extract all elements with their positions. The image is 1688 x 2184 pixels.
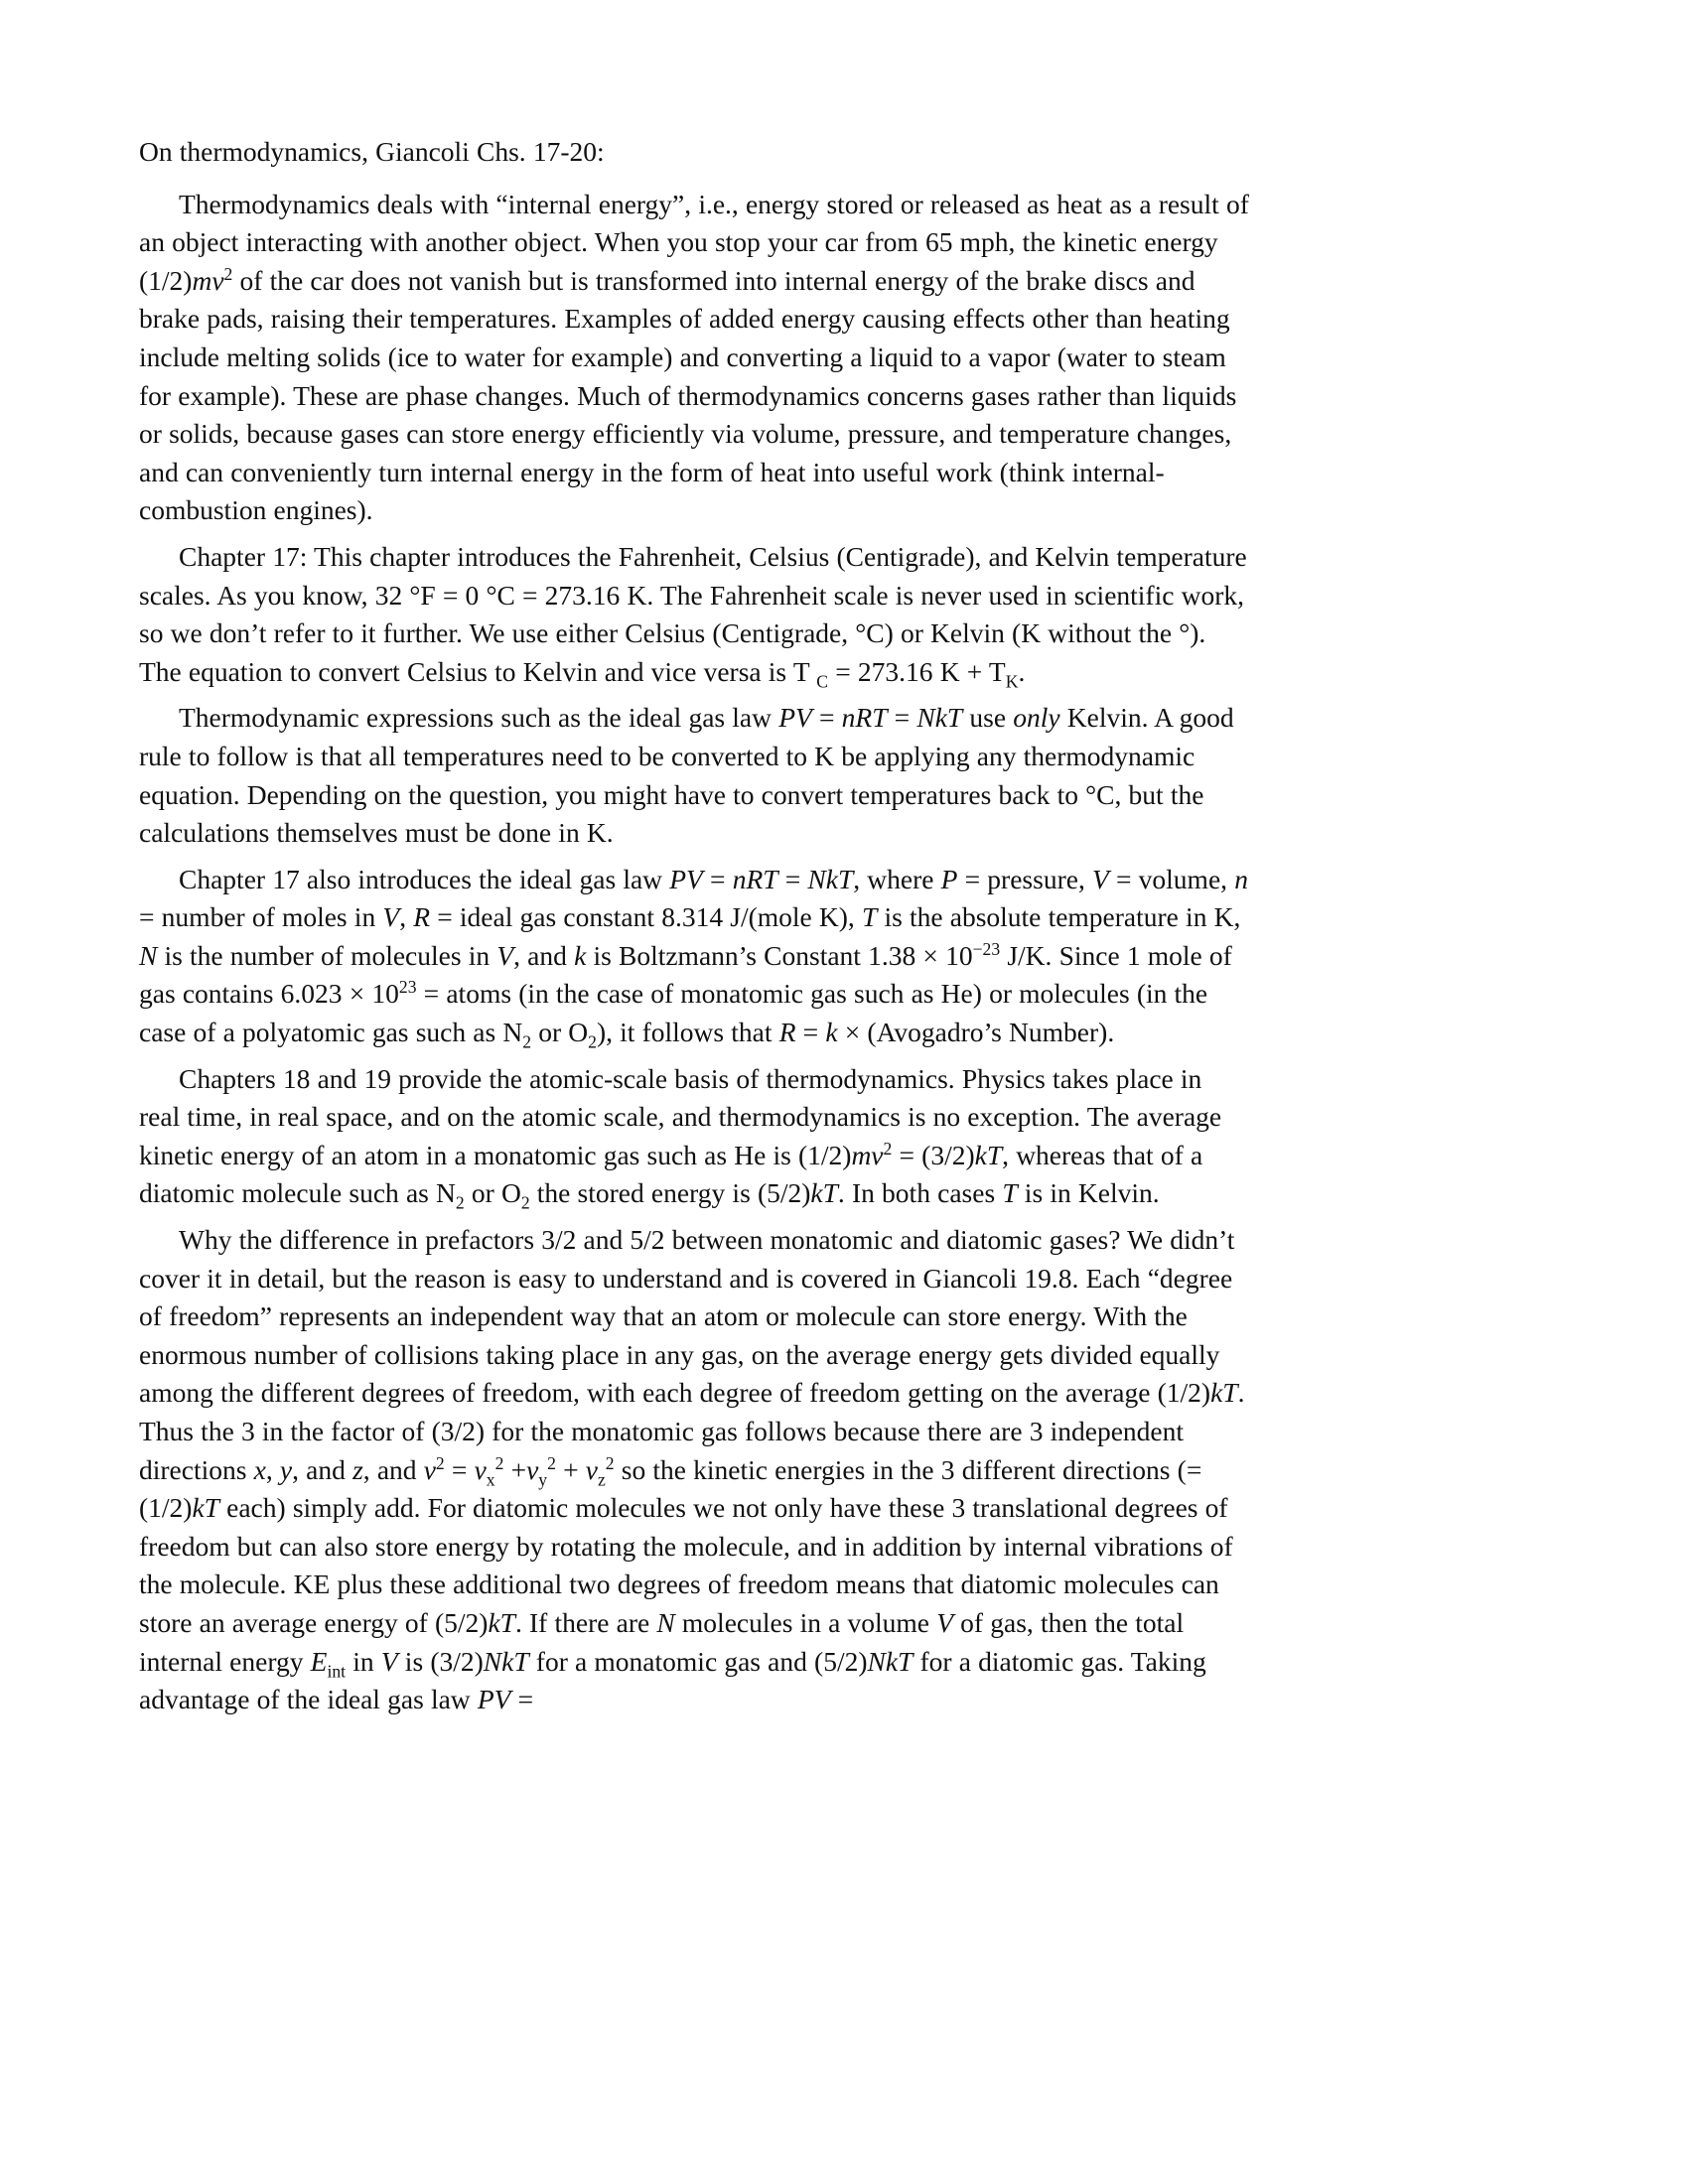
- text-run-plain: Chapter 17 also introduces the ideal gas law: [179, 863, 670, 894]
- text-run-italic: kT: [974, 1139, 1003, 1170]
- text-run-italic: PV: [477, 1684, 511, 1715]
- text-run-italic: NkT: [916, 702, 963, 734]
- text-run-italic: n: [1234, 863, 1248, 894]
- text-run-plain: =: [510, 1684, 534, 1715]
- text-run-italic: only: [1013, 702, 1060, 734]
- text-run-italic: PV: [778, 702, 812, 734]
- text-run-italic: R: [413, 901, 431, 933]
- text-run-plain: =: [777, 863, 808, 894]
- text-run-plain: molecules in a volume: [674, 1606, 937, 1638]
- text-run-sub: 2: [522, 1031, 532, 1052]
- text-run-sub: z: [597, 1469, 606, 1490]
- text-run-plain: , whereas that of a diatomic molecule such as N: [139, 1139, 1203, 1209]
- paragraph-p5-chapters-18-19: [139, 1060, 1249, 1213]
- text-run-italic: NkT: [807, 863, 854, 894]
- paragraph-p6-prefactors: [139, 1221, 1249, 1719]
- document-title-line: On thermodynamics, Giancoli Chs. 17-20:: [139, 136, 605, 167]
- text-run-sup: 2: [223, 263, 233, 284]
- text-run-plain: is Boltzmann’s Constant 1.38 × 10: [586, 939, 973, 971]
- text-run-plain: = volume,: [1108, 863, 1235, 894]
- text-run-sup: 2: [547, 1452, 556, 1473]
- text-run-plain: ,: [399, 901, 414, 933]
- text-run-plain: for a monatomic gas and (5/2): [528, 1645, 868, 1677]
- text-run-plain: is the absolute temperature in K,: [877, 901, 1241, 933]
- text-run-plain: +: [503, 1453, 527, 1485]
- text-run-italic: kT: [488, 1606, 515, 1638]
- text-run-plain: ,: [265, 1453, 280, 1485]
- text-run-plain: of the car does not vanish but is transformed into internal energy of the brake discs and brake pads, raising their temperatures. Examples of added energy causing effects other than heating include melting solids (ice to water for example) and converting a liquid to a vapor (water to steam for example). These are phase changes. Much of thermodynamics concerns gases rather than liquids or solids, because gases can store energy efficiently via volume, pressure, and temperature changes, and can conveniently turn internal energy in the form of heat into useful work (think internal-combustion engines).: [139, 264, 1237, 526]
- text-run-plain: of gas, then the total internal energy: [139, 1606, 1185, 1677]
- text-run-sup: 2: [605, 1452, 615, 1473]
- text-run-plain: = atoms (in the case of monatomic gas such as He) or molecules (in the case of a polyatomic gas such as N: [139, 978, 1208, 1048]
- text-run-plain: , and: [362, 1453, 424, 1485]
- text-run-italic: nRT: [841, 702, 888, 734]
- text-run-plain: Chapter 17: This chapter introduces the Fahrenheit, Celsius (Centigrade), and Kelvin temperature scales. As you know, 32 °F = 0 °C = 273.16 K. The Fahrenheit scale is never used in scientific work, so we don’t refer to it further. We use either Celsius (Centigrade, °C) or Kelvin (K without the °). The equation to convert Celsius to Kelvin and vice versa is T: [139, 540, 1247, 687]
- text-run-italic: N: [139, 939, 158, 971]
- text-run-plain: Why the difference in prefactors 3/2 and 5/2 between monatomic and diatomic gases? We didn’t cover it in detail, but the reason is easy to understand and is covered in Giancoli 19.8. Each “degree of freedom” represents an independent way that an atom or molecule can store energy. With the enormous number of collisions taking place in any gas, on the average energy gets divided equally among the different degrees of freedom, with each degree of freedom getting on the average (1/2): [139, 1224, 1235, 1409]
- text-run-plain: =: [887, 702, 917, 734]
- text-run-italic: V: [1092, 863, 1109, 894]
- text-run-sub: y: [538, 1469, 548, 1490]
- text-run-plain: = ideal gas constant 8.314 J/(mole K),: [430, 901, 862, 933]
- paragraph-p2-chapter17: [139, 538, 1249, 691]
- text-run-plain: so the kinetic energies in the 3 different directions (=(1/2): [139, 1453, 1202, 1524]
- text-run-italic: E: [310, 1645, 328, 1677]
- text-run-italic: NkT: [867, 1645, 914, 1677]
- text-run-plain: the stored energy is (5/2): [529, 1177, 811, 1209]
- text-run-sup: 2: [883, 1138, 893, 1159]
- text-run-italic: x: [253, 1453, 266, 1485]
- text-run-plain: each) simply add. For diatomic molecules we not only have these 3 translational degrees of freedom but can also store energy by rotating the molecule, and in addition by internal vibrations of the molecule. KE plus these additional two degrees of freedom means that diatomic molecules can store an average energy of (5/2): [139, 1492, 1233, 1638]
- text-run-plain: =: [795, 1017, 826, 1048]
- text-run-italic: v: [474, 1453, 487, 1485]
- text-run-plain: J/K. Since 1 mole of gas contains 6.023 × 10: [139, 939, 1232, 1010]
- text-run-sup: 2: [494, 1452, 504, 1473]
- text-run-plain: Thermodynamic expressions such as the ideal gas law: [179, 702, 779, 734]
- text-run-plain: . Thus the 3 in the factor of (3/2) for the monatomic gas follows because there are 3 independent directions: [139, 1377, 1245, 1485]
- paragraph-p4-ideal-gas-law: [139, 861, 1249, 1052]
- document-body-text: [139, 133, 1249, 1727]
- text-run-italic: V: [496, 939, 514, 971]
- text-run-plain: × (Avogadro’s Number).: [837, 1017, 1115, 1048]
- text-run-italic: kT: [810, 1177, 838, 1209]
- text-run-italic: R: [778, 1017, 796, 1048]
- text-run-sup: 2: [435, 1452, 445, 1473]
- text-run-sub: 2: [520, 1192, 530, 1213]
- text-run-plain: , and: [513, 939, 575, 971]
- text-run-italic: T: [861, 901, 878, 933]
- text-run-plain: is the number of molecules in: [157, 939, 497, 971]
- text-run-plain: = pressure,: [957, 863, 1092, 894]
- paragraph-p1-intro: [139, 186, 1249, 530]
- text-run-plain: Chapters 18 and 19 provide the atomic-scale basis of thermodynamics. Physics takes place in real time, in real space, and on the atomic scale, and thermodynamics is no exception. The average kinetic energy of an atom in a monatomic gas such as He is (1/2): [139, 1062, 1222, 1170]
- text-run-plain: , and: [292, 1453, 353, 1485]
- text-run-plain: . If there are: [514, 1606, 657, 1638]
- text-run-italic: P: [940, 863, 958, 894]
- text-run-italic: y: [279, 1453, 293, 1485]
- text-run-italic: V: [382, 901, 400, 933]
- text-run-italic: T: [1002, 1177, 1018, 1209]
- text-run-plain: use: [962, 702, 1014, 734]
- text-run-plain: +: [555, 1453, 586, 1485]
- text-run-sub: 2: [455, 1192, 465, 1213]
- text-run-italic: kT: [1210, 1377, 1238, 1409]
- text-run-italic: v: [526, 1453, 539, 1485]
- text-run-plain: = number of moles in: [139, 901, 383, 933]
- text-run-italic: V: [380, 1645, 398, 1677]
- text-run-plain: = (3/2): [892, 1139, 975, 1170]
- text-run-plain: . In both cases: [837, 1177, 1003, 1209]
- text-run-plain: or O: [531, 1017, 589, 1048]
- text-run-plain: for a diatomic gas. Taking advantage of the ideal gas law: [139, 1645, 1206, 1715]
- text-run-sub: K: [1005, 671, 1019, 692]
- text-run-sub: x: [486, 1469, 495, 1490]
- text-run-italic: v: [585, 1453, 598, 1485]
- text-run-plain: is in Kelvin.: [1017, 1177, 1160, 1209]
- text-run-italic: mv: [851, 1139, 884, 1170]
- text-run-plain: Kelvin. A good rule to follow is that all temperatures need to be converted to K be applying any thermodynamic equation. Depending on the question, you might have to convert temperatures back to °C, but the calculations themselves must be done in K.: [139, 702, 1234, 849]
- text-run-italic: N: [656, 1606, 675, 1638]
- text-run-italic: kT: [192, 1492, 219, 1524]
- text-run-plain: in: [346, 1645, 381, 1677]
- text-run-italic: mv: [192, 264, 224, 296]
- text-run-plain: =: [444, 1453, 475, 1485]
- paragraph-p3-thermo-expressions: [139, 699, 1249, 852]
- paragraph-container: [139, 186, 1249, 1719]
- text-run-italic: z: [352, 1453, 363, 1485]
- text-run-plain: =: [811, 702, 842, 734]
- text-run-plain: is (3/2): [397, 1645, 484, 1677]
- text-run-sub: int: [327, 1661, 347, 1682]
- text-run-plain: .: [1018, 655, 1026, 687]
- text-run-sup: 23: [398, 977, 417, 998]
- text-run-italic: k: [574, 939, 587, 971]
- text-run-plain: or O: [464, 1177, 521, 1209]
- text-run-italic: PV: [669, 863, 703, 894]
- text-run-plain: =: [702, 863, 733, 894]
- text-run-plain: = 273.16 K + T: [828, 655, 1006, 687]
- text-run-italic: nRT: [732, 863, 778, 894]
- text-run-sup: −23: [972, 938, 1001, 959]
- text-run-italic: v: [423, 1453, 436, 1485]
- text-run-sub: 2: [588, 1031, 597, 1052]
- text-run-sub: C: [816, 671, 829, 692]
- text-run-italic: V: [936, 1606, 953, 1638]
- text-run-plain: Thermodynamics deals with “internal energy”, i.e., energy stored or released as heat as a result of an object interacting with another object. When you stop your car from 65 mph, the kinetic energy (1/2): [139, 188, 1249, 296]
- text-run-italic: NkT: [483, 1645, 529, 1677]
- text-run-plain: , where: [853, 863, 941, 894]
- text-run-plain: ), it follows that: [596, 1017, 779, 1048]
- text-run-italic: k: [825, 1017, 838, 1048]
